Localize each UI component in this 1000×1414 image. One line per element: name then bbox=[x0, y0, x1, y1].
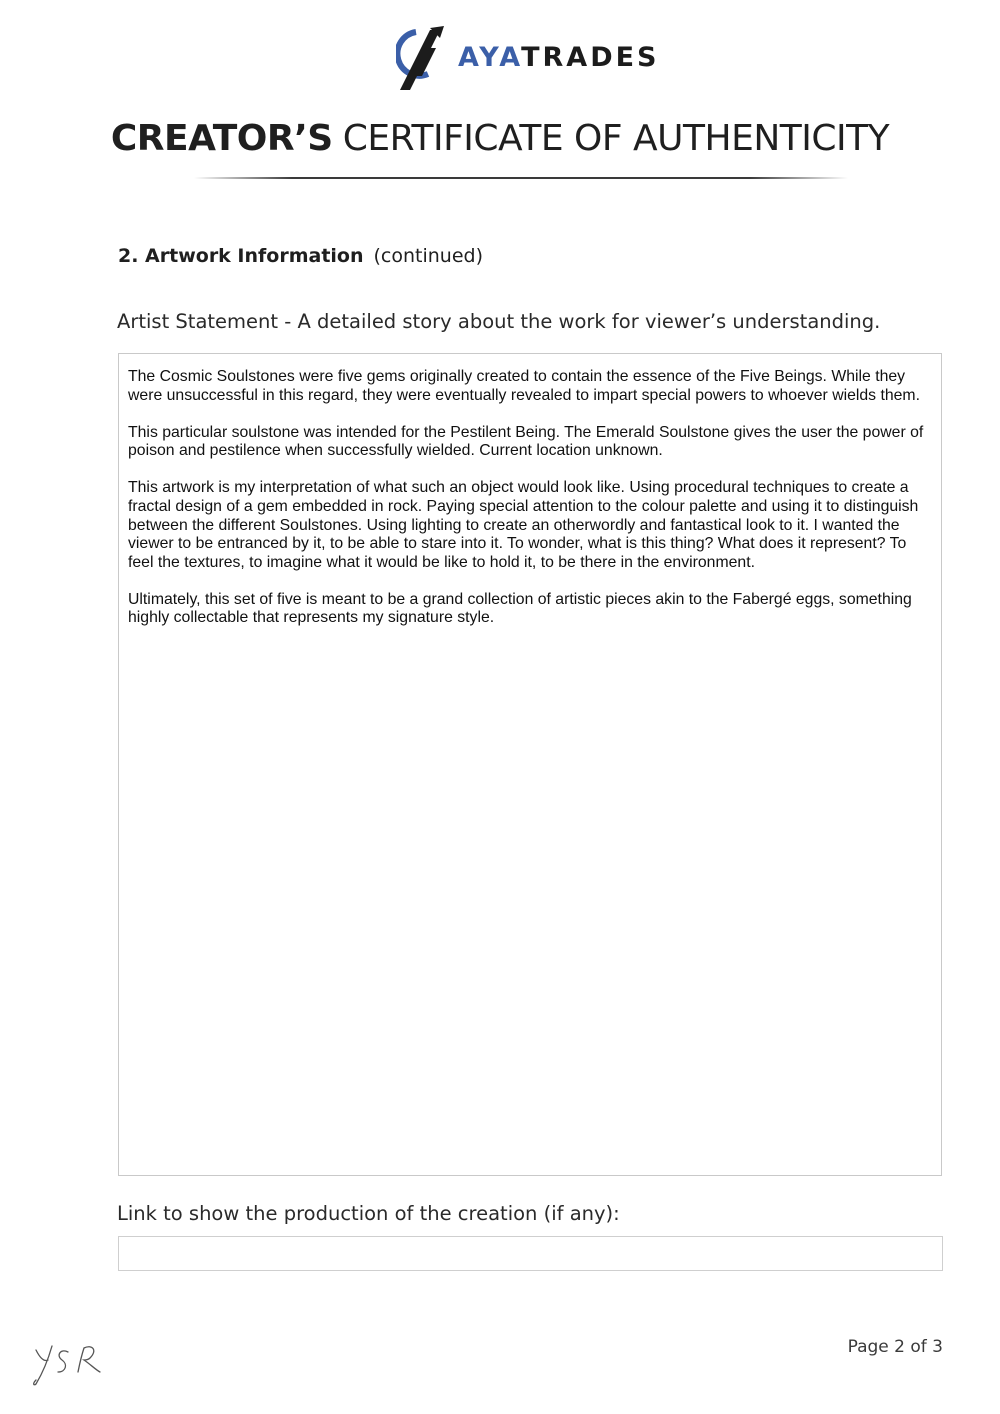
page-number: Page 2 of 3 bbox=[847, 1337, 943, 1357]
statement-paragraph-2: This particular soulstone was intended for the Pestilent Being. The Emerald Soulstone gives the user the power of poison and pestilence when successfully wielded. Current location unknown. bbox=[128, 423, 924, 460]
certificate-title bbox=[0, 118, 1000, 159]
certificate-title-bold: CREATOR’S bbox=[110, 118, 333, 159]
section-heading-suffix: (continued) bbox=[373, 245, 484, 267]
ayatrades-arrow-logo-icon bbox=[396, 24, 448, 90]
brand-name-accent: AYA bbox=[458, 41, 522, 73]
statement-paragraph-3: This artwork is my interpretation of what such an object would look like. Using procedural techniques to create a fractal design of a gem embedded in rock. Paying special attention to the colour palette and using it to distinguish between the different Soulstones. Using lighting to create an otherwordly and fantastical look to it. I wanted the viewer to be entranced by it, to be able to stare into it. To wonder, what is this thing? What does it represent? To feel the textures, to imagine what it would be like to hold it, to be there in the environment. bbox=[128, 479, 919, 571]
statement-paragraph-1: The Cosmic Soulstones were five gems originally created to contain the essence of the Five Beings. While they were unsuccessful in this regard, they were eventually revealed to impart special powers to whoever wields them. bbox=[128, 368, 920, 404]
artist-statement-label: Artist Statement - A detailed story about the work for viewer’s understanding. bbox=[117, 310, 881, 333]
statement-paragraph-4: Ultimately, this set of five is meant to be a grand collection of artistic pieces akin to the Fabergé eggs, something highly collectable that represents my signature style. bbox=[128, 590, 912, 627]
brand-name bbox=[458, 42, 660, 73]
production-link-field[interactable] bbox=[118, 1236, 943, 1271]
section-heading bbox=[118, 245, 483, 267]
signature bbox=[30, 1338, 110, 1388]
section-heading-title: 2. Artwork Information bbox=[118, 245, 364, 267]
certificate-title-light: CERTIFICATE OF AUTHENTICITY bbox=[342, 118, 890, 159]
artist-statement-field[interactable] bbox=[118, 353, 942, 1176]
brand-name-rest: TRADES bbox=[521, 41, 660, 73]
production-link-label: Link to show the production of the creation (if any): bbox=[117, 1202, 620, 1225]
brand-logo bbox=[396, 22, 666, 92]
title-divider bbox=[194, 177, 848, 179]
